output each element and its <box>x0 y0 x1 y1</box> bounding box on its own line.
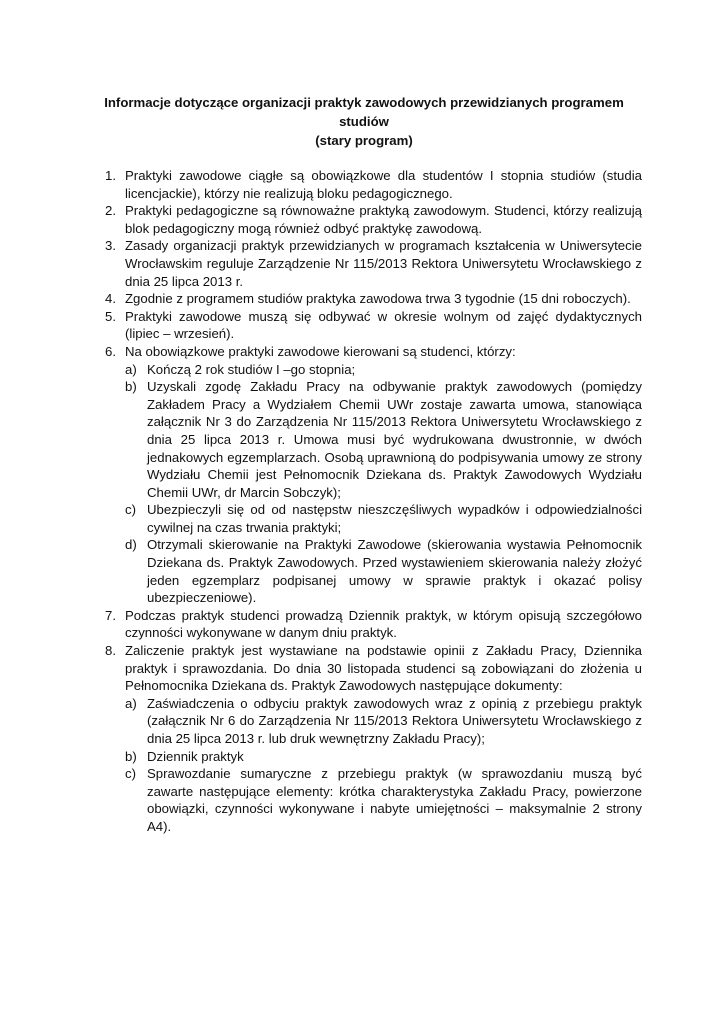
list-item-2 <box>86 202 642 237</box>
sub-text: Uzyskali zgodę Zakładu Pracy na odbywanie praktyk zawodowych (pomiędzy Zakładem Pracy a Wydziałem Chemii UWr zostaje zawarta umowa, stanowiąca załącznik Nr 3 do Zarządzenia Nr 115/2013 Rektora Uniwersytetu Wrocławskiego z dnia 25 lipca 2013 r. Umowa musi być wydrukowana dwustronnie, w dwóch jednakowych egzemplarzach. Osobą uprawnioną do podpisywania umowy ze strony Wydziału Chemii jest Pełnomocnik Dziekana ds. Praktyk Zawodowych Wydziału Chemii UWr, dr Marcin Sobczyk); <box>147 379 642 500</box>
sub-text: Zaświadczenia o odbyciu praktyk zawodowych wraz z opinią z przebiegu praktyk (załącznik Nr 6 do Zarządzenia Nr 115/2013 Rektora Uniwersytetu Wrocławskiego z dnia 25 lipca 2013 r. lub druk wewnętrzny Zakładu Pracy); <box>147 695 642 746</box>
sub-item-a <box>125 361 642 379</box>
sub-letter: b) <box>125 748 137 764</box>
sub-item-c <box>125 765 642 835</box>
document-title <box>86 93 642 150</box>
item-number: 5. <box>105 308 116 324</box>
item-number: 6. <box>105 343 116 359</box>
sub-item-b <box>125 748 642 766</box>
item-number: 4. <box>105 291 116 307</box>
list-item-3 <box>86 237 642 290</box>
item-number: 1. <box>105 168 116 183</box>
sub-letter: b) <box>125 379 137 395</box>
item-text: Zasady organizacji praktyk przewidzianych w programach kształcenia w Uniwersytecie Wrocławskim reguluje Zarządzenie Nr 115/2013 Rektora Uniwersytetu Wrocławskiego z dnia 25 lipca 2013 r. <box>125 238 642 289</box>
list-item-6 <box>86 343 642 607</box>
sub-item-a <box>125 695 642 748</box>
sub-list <box>125 695 642 836</box>
item-number: 8. <box>105 643 116 659</box>
sub-letter: a) <box>125 361 137 377</box>
sub-text: Ubezpieczyli się od od następstw nieszczęśliwych wypadków i odpowiedzialności cywilnej na czas trwania praktyki; <box>147 502 642 535</box>
item-text: Podczas praktyk studenci prowadzą Dziennik praktyk, w którym opisują szczegółowo czynności wykonywane w danym dniu praktyk. <box>125 607 642 641</box>
sub-text: Dziennik praktyk <box>147 748 244 764</box>
sub-letter: a) <box>125 695 137 711</box>
title-line-2: (stary program) <box>315 133 413 148</box>
item-number: 2. <box>105 203 116 219</box>
item-number: 7. <box>105 607 116 623</box>
list-item-5 <box>86 308 642 343</box>
sub-item-b <box>125 378 642 501</box>
item-number: 3. <box>105 238 116 254</box>
sub-letter: c) <box>125 502 136 518</box>
sub-text: Sprawozdanie sumaryczne z przebiegu praktyk (w sprawozdaniu muszą być zawarte następujące elementy: krótka charakterystyka Zakładu Pracy, powierzone obowiązki, czynności wykonywane i nabyte umiejętności – maksymalnie 2 strony A4). <box>147 766 642 834</box>
sub-list <box>125 361 642 607</box>
title-line-1: Informacje dotyczące organizacji praktyk zawodowych przewidzianych programem studiów <box>104 95 624 129</box>
sub-letter: d) <box>125 537 137 553</box>
item-text: Praktyki pedagogiczne są równoważne praktyką zawodowym. Studenci, którzy realizują blok pedagogiczny mogą również odbyć praktykę zawodową. <box>125 203 642 236</box>
list-item-4 <box>86 290 642 308</box>
item-text: Praktyki zawodowe muszą się odbywać w okresie wolnym od zajęć dydaktycznych (lipiec – wrzesień). <box>125 308 642 342</box>
sub-item-c <box>125 501 642 536</box>
list-item-7 <box>86 607 642 642</box>
item-text: Zaliczenie praktyk jest wystawiane na podstawie opinii z Zakładu Pracy, Dziennika praktyk i sprawozdania. Do dnia 30 listopada studenci są zobowiązani do złożenia u Pełnomocnika Dziekana ds. Praktyk Zawodowych następujące dokumenty: <box>125 643 642 694</box>
sub-text: Otrzymali skierowanie na Praktyki Zawodowe (skierowania wystawia Pełnomocnik Dziekana ds. Praktyk Zawodowych. Przed wystawieniem skierowania należy złożyć jeden egzemplarz podpisanej umowy w sprawie praktyk i okazać polisy ubezpieczeniowe). <box>147 537 642 606</box>
list-item-8 <box>86 642 642 836</box>
item-text: Praktyki zawodowe ciągłe są obowiązkowe dla studentów I stopnia studiów (studia licencjackie), którzy nie realizują bloku pedagogicznego. <box>125 168 642 201</box>
sub-item-d <box>125 536 642 606</box>
item-text: Na obowiązkowe praktyki zawodowe kierowani są studenci, którzy: <box>125 343 516 359</box>
list-item-1 <box>86 167 642 202</box>
item-text: Zgodnie z programem studiów praktyka zawodowa trwa 3 tygodnie (15 dni roboczych). <box>125 291 631 307</box>
numbered-list <box>86 167 642 836</box>
sub-letter: c) <box>125 766 136 782</box>
sub-text: Kończą 2 rok studiów I –go stopnia; <box>147 361 356 377</box>
